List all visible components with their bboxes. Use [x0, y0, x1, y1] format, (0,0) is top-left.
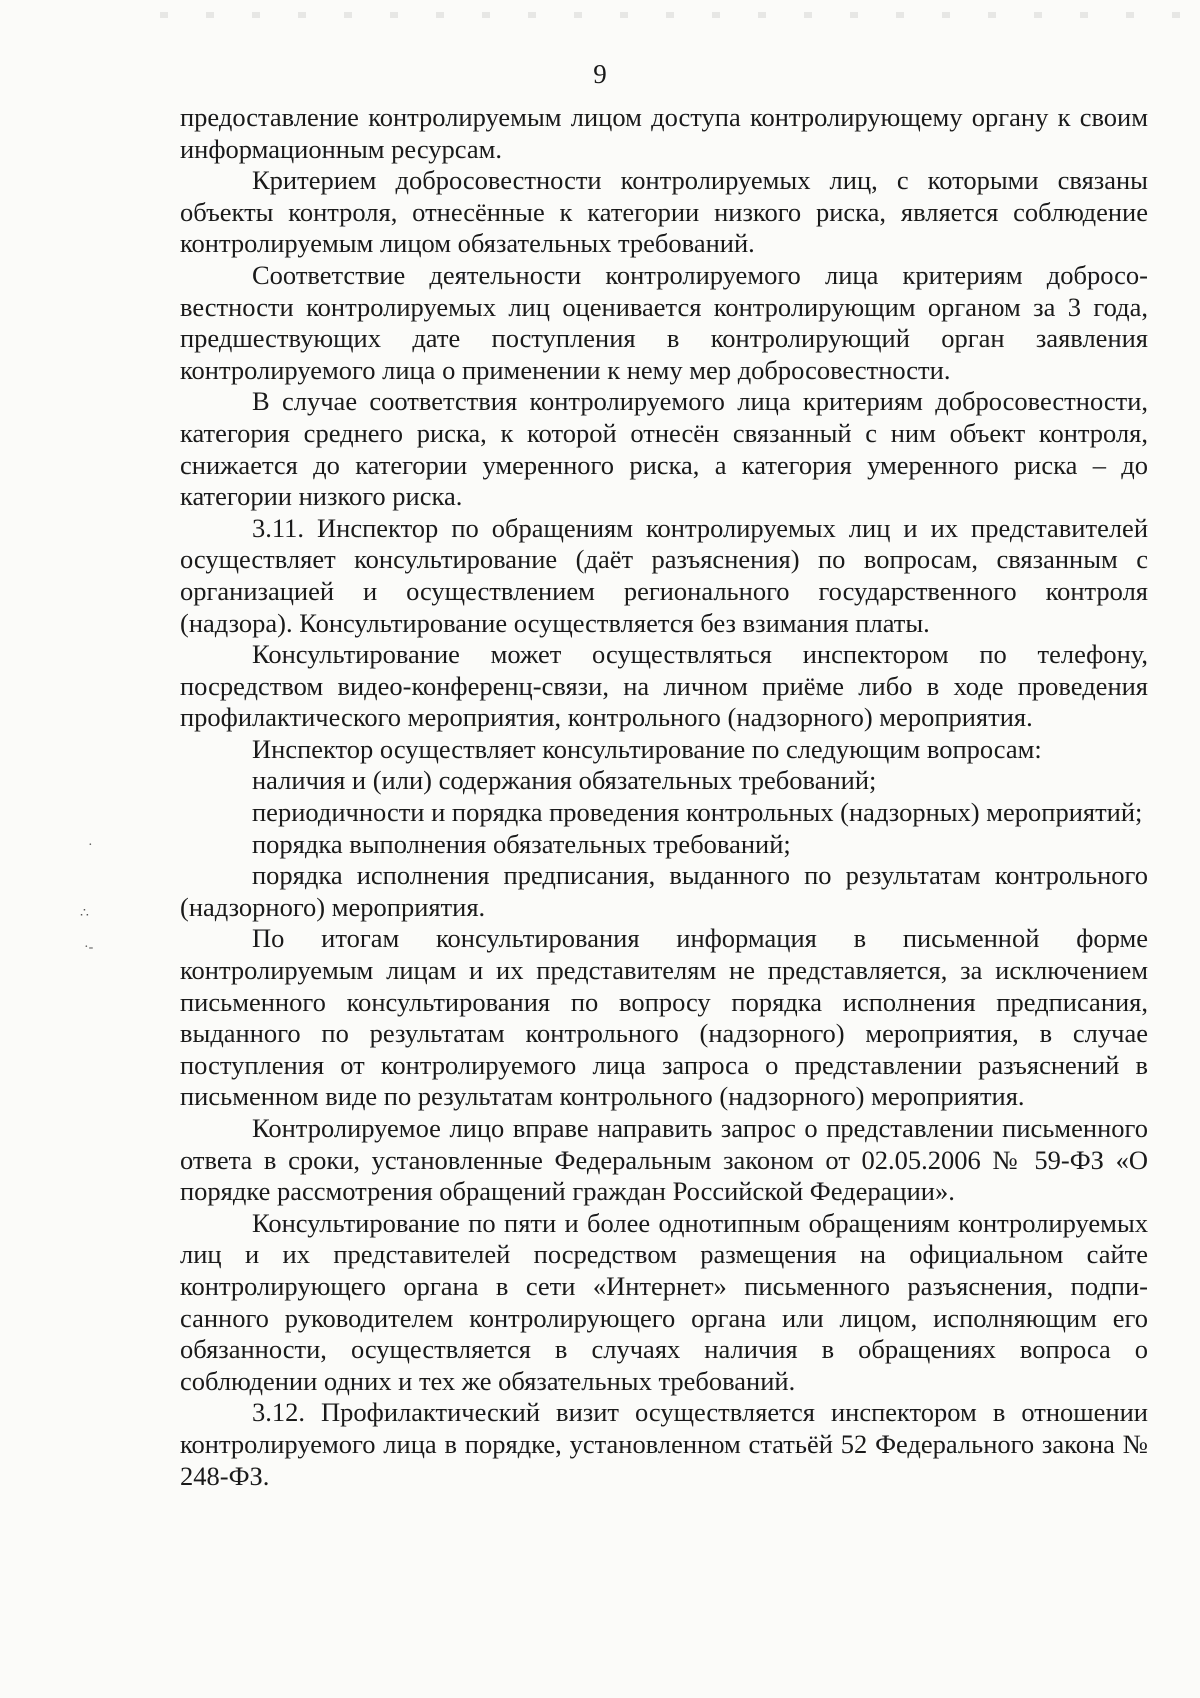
page-number: 9: [593, 59, 607, 89]
document-body: [180, 102, 1148, 1492]
paragraph-8: По итогам консультирования информация в письменной форме контролируемым лицам и их представителям не представляется, за исключением письменного консультирования по вопросу порядка исполнения предписания, выданного по результатам контрольного (надзорного) мероприятия, в случае поступления от контролируемого лица запроса о представлении разъяснений в письменном виде по результатам контрольного (надзорного) мероприятия.: [180, 923, 1148, 1112]
paragraph-9: Контролируемое лицо вправе направить запрос о представлении письменного ответа в сроки, установленные Федеральным законом от 02.05.2006 № 59-ФЗ «О порядке рассмотрения обращений граждан Российской Федерации».: [180, 1113, 1148, 1207]
scan-speck: ·: [88, 838, 93, 853]
paragraph-1: предоставление контролируемым лицом доступа контролирующему органу к своим информационным ресурсам.: [180, 102, 1148, 164]
paragraph-6: Консультирование может осуществляться инспектором по телефону, посредством видео-конференц-связи, на личном приёме либо в ходе проведения профилактического мероприятия, контрольного (надзорного) мероприятия.: [180, 639, 1148, 733]
scan-speck: ∴: [80, 906, 89, 921]
paragraph-10: Консультирование по пяти и более однотипным обращениям контролируемых лиц и их представителей посредством размещения на официальном сайте контролирующего органа в сети «Интернет» письменного разъяснения, подписанного руководителем контролирующего органа или лицом, исполняющим его обязанности, осуществляется в случаях наличия в обращениях вопроса о соблюдении одних и тех же обязательных требований.: [180, 1207, 1148, 1396]
list-item-4: порядка исполнения предписания, выданного по результатам контрольного (надзорного) мероприятия.: [180, 860, 1148, 922]
paragraph-5: 3.11. Инспектор по обращениям контролируемых лиц и их представителей осуществляет консультирование (даёт разъяснения) по вопросам, связанным с организацией и осуществлением регионального государственного контроля (надзора). Консультирование осуществляется без взимания платы.: [180, 512, 1148, 638]
list-item-3: порядка выполнения обязательных требований;: [252, 828, 791, 859]
list-item-1: наличия и (или) содержания обязательных требований;: [252, 765, 877, 796]
paragraph-11: 3.12. Профилактический визит осуществляется инспектором в отношении контролируемого лица в порядке, установленном статьёй 52 Федерального закона № 248-ФЗ.: [180, 1397, 1148, 1491]
scan-speck: ·-: [84, 940, 94, 955]
list-item-2: периодичности и порядка проведения контрольных (надзорных) мероприятий;: [252, 797, 1143, 828]
paragraph-2: Критерием добросовестности контролируемых лиц, с которыми связаны объекты контроля, отнесённые к категории низкого риска, является соблюдение контролируемым лицом обязательных требований.: [180, 165, 1148, 259]
paragraph-3: Соответствие деятельности контролируемого лица критериям добросовестности контролируемых лиц оценивается контролирующим органом за 3 года, предшествующих дате поступления в контролирующий орган заявления контролируемого лица о применении к нему мер добросовестности.: [180, 259, 1148, 385]
paragraph-4: В случае соответствия контролируемого лица критериям добросовестности, категория среднего риска, к которой отнесён связанный с ним объект контроля, снижается до категории умеренного риска, а категория умеренного риска – до категории низкого риска.: [180, 386, 1148, 512]
paragraph-7: Инспектор осуществляет консультирование по следующим вопросам:: [252, 733, 1042, 764]
scan-top-noise: [160, 12, 1200, 18]
